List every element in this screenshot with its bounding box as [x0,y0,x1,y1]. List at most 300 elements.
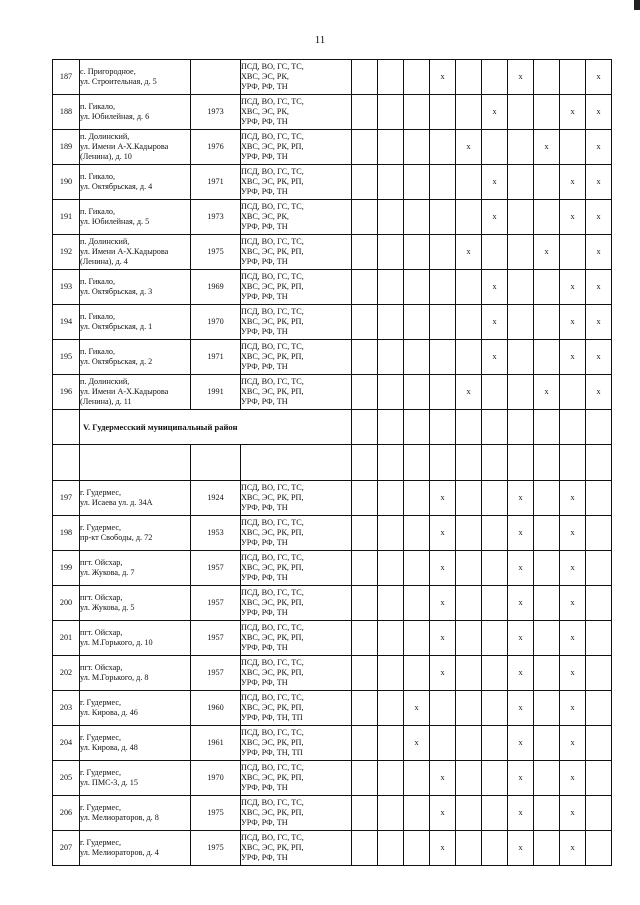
row-number: 195 [53,340,80,375]
period-mark-cell [508,340,534,375]
period-mark-cell [404,621,430,656]
table-row [53,481,612,516]
period-mark-cell [534,831,560,866]
period-mark-cell [456,656,482,691]
works-line: УРФ, РФ, ТН [241,573,288,582]
period-mark-cell: x [560,796,586,831]
period-mark-cell: x [534,235,560,270]
works-list-cell [241,200,352,235]
period-mark-cell [352,726,378,761]
period-mark-cell [508,235,534,270]
works-list-cell [241,831,352,866]
period-mark-cell [482,481,508,516]
works-line: УРФ, РФ, ТН [241,292,288,301]
period-mark-cell [586,761,612,796]
works-list-cell [241,305,352,340]
period-mark-cell [352,481,378,516]
table-row [53,130,612,165]
period-mark-cell: x [508,60,534,95]
works-line: ПСД, ВО, ГС, ТС, [241,202,304,211]
works-line: ПСД, ВО, ГС, ТС, [241,132,304,141]
period-mark-cell: x [482,95,508,130]
works-line: УРФ, РФ, ТН [241,783,288,792]
period-mark-cell [430,200,456,235]
period-mark-cell: x [586,130,612,165]
period-mark-cell: x [508,481,534,516]
period-mark-cell: x [586,165,612,200]
period-mark-cell [482,375,508,410]
period-mark-cell [534,165,560,200]
period-mark-cell [534,481,560,516]
period-mark-cell: x [560,691,586,726]
table-row [53,375,612,410]
period-mark-cell [352,165,378,200]
period-mark-cell [586,796,612,831]
address-line: ул. Юбилейная, д. 6 [80,112,150,121]
address-cell [80,130,191,165]
works-line: ПСД, ВО, ГС, ТС, [241,377,304,386]
period-mark-cell [352,586,378,621]
works-line: УРФ, РФ, ТН [241,608,288,617]
row-number: 202 [53,656,80,691]
works-list-cell [241,656,352,691]
period-mark-cell [586,516,612,551]
period-mark-cell [378,200,404,235]
address-cell [80,481,191,516]
period-mark-cell [482,516,508,551]
address-cell [80,831,191,866]
period-mark-cell [560,60,586,95]
works-line: УРФ, РФ, ТН [241,362,288,371]
build-year: 1991 [191,375,241,410]
period-mark-cell: x [560,761,586,796]
address-cell [80,726,191,761]
works-line: УРФ, РФ, ТН [241,327,288,336]
period-mark-cell [534,551,560,586]
period-mark-cell [508,270,534,305]
period-mark-cell: x [560,726,586,761]
district-rows-block-2 [53,481,612,866]
build-year: 1973 [191,200,241,235]
works-line: ХВС, ЭС, РК, РП, [241,282,304,291]
works-line: УРФ, РФ, ТН [241,503,288,512]
build-year: 1971 [191,340,241,375]
address-cell [80,691,191,726]
period-mark-cell: x [430,586,456,621]
build-year [191,60,241,95]
period-mark-cell [352,305,378,340]
section-empty-cell [53,410,80,445]
build-year: 1953 [191,516,241,551]
works-line: ПСД, ВО, ГС, ТС, [241,693,304,702]
period-mark-cell [404,516,430,551]
period-mark-cell: x [560,621,586,656]
works-line: ХВС, ЭС, РК, РП, [241,598,304,607]
period-mark-cell [378,270,404,305]
works-line: ХВС, ЭС, РК, РП, [241,493,304,502]
period-mark-cell [404,796,430,831]
period-mark-cell: x [560,165,586,200]
row-number: 191 [53,200,80,235]
works-line: ХВС, ЭС, РК, РП, [241,773,304,782]
period-mark-cell [352,340,378,375]
period-mark-cell [586,691,612,726]
period-mark-cell [456,691,482,726]
period-mark-cell [352,831,378,866]
period-mark-cell: x [508,586,534,621]
period-mark-cell: x [534,375,560,410]
scan-edge-mark [634,0,640,10]
section-title: V. Гудермесский муниципальный район [83,421,238,432]
works-line: ХВС, ЭС, РК, РП, [241,177,304,186]
period-mark-cell [404,305,430,340]
period-mark-cell [534,200,560,235]
district-rows-block-1 [53,60,612,410]
period-mark-cell [586,831,612,866]
works-line: УРФ, РФ, ТН [241,117,288,126]
period-mark-cell [456,200,482,235]
address-cell [80,516,191,551]
address-line: ул. Октябрьская, д. 4 [80,182,153,191]
address-cell [80,270,191,305]
works-line: ПСД, ВО, ГС, ТС, [241,483,304,492]
works-list-cell [241,551,352,586]
period-mark-cell [508,95,534,130]
period-mark-cell [404,95,430,130]
row-number: 197 [53,481,80,516]
address-cell [80,796,191,831]
row-number: 206 [53,796,80,831]
period-mark-cell [508,200,534,235]
section-row [53,410,612,445]
period-mark-cell: x [508,691,534,726]
period-mark-cell [534,656,560,691]
address-line: г. Гудермес, [80,838,121,847]
period-mark-cell [482,656,508,691]
period-mark-cell [430,270,456,305]
address-line: ул. Исаева ул. д. 34А [80,498,153,507]
table-row [53,656,612,691]
page-number: 11 [314,34,326,46]
address-line: ул. Октябрьская, д. 1 [80,322,153,331]
works-line: ХВС, ЭС, РК, РП, [241,843,304,852]
works-line: УРФ, РФ, ТН [241,152,288,161]
period-mark-cell: x [430,831,456,866]
table-row [53,305,612,340]
works-line: УРФ, РФ, ТН [241,643,288,652]
address-line: ул. Жукова, д. 7 [80,568,135,577]
address-line: г. Гудермес, [80,803,121,812]
period-mark-cell: x [560,516,586,551]
period-mark-cell [482,130,508,165]
period-mark-cell [404,375,430,410]
row-number: 187 [53,60,80,95]
works-line: ПСД, ВО, ГС, ТС, [241,307,304,316]
works-line: ПСД, ВО, ГС, ТС, [241,553,304,562]
period-mark-cell [378,305,404,340]
period-mark-cell [456,270,482,305]
period-mark-cell: x [430,516,456,551]
works-list-cell [241,130,352,165]
works-list-cell [241,621,352,656]
works-line: ПСД, ВО, ГС, ТС, [241,763,304,772]
period-mark-cell: x [586,200,612,235]
address-line: г. Гудермес, [80,523,121,532]
period-mark-cell [482,60,508,95]
works-line: УРФ, РФ, ТН [241,222,288,231]
works-line: ХВС, ЭС, РК, РП, [241,668,304,677]
address-line: ул. Октябрьская, д. 2 [80,357,153,366]
works-line: ПСД, ВО, ГС, ТС, [241,798,304,807]
period-mark-cell [378,235,404,270]
build-year: 1970 [191,761,241,796]
works-line: ПСД, ВО, ГС, ТС, [241,588,304,597]
address-line: п. Гикало, [80,312,116,321]
period-mark-cell: x [456,375,482,410]
works-list-cell [241,165,352,200]
row-number: 189 [53,130,80,165]
period-mark-cell [378,165,404,200]
works-line: УРФ, РФ, ТН [241,82,288,91]
period-mark-cell: x [508,656,534,691]
period-mark-cell: x [456,235,482,270]
table-row [53,60,612,95]
row-number: 190 [53,165,80,200]
works-line: ХВС, ЭС, РК, РП, [241,808,304,817]
address-cell [80,551,191,586]
address-line: г. Гудермес, [80,698,121,707]
works-line: ХВС, ЭС, РК, РП, [241,352,304,361]
address-line: ул. Мелиораторов, д. 4 [80,848,159,857]
period-mark-cell: x [586,340,612,375]
period-mark-cell: x [508,761,534,796]
period-mark-cell [456,831,482,866]
address-line: п. Гикало, [80,207,116,216]
build-year: 1975 [191,796,241,831]
works-list-cell [241,235,352,270]
period-mark-cell [378,551,404,586]
build-year: 1975 [191,831,241,866]
period-mark-cell [534,340,560,375]
period-mark-cell [352,235,378,270]
period-mark-cell [456,586,482,621]
period-mark-cell: x [508,551,534,586]
address-cell [80,235,191,270]
table-row [53,726,612,761]
period-mark-cell: x [430,621,456,656]
period-mark-cell [456,95,482,130]
period-mark-cell [378,621,404,656]
table-row [53,200,612,235]
period-mark-cell [456,481,482,516]
table-row [53,586,612,621]
address-line: пгт. Ойсхар, [80,558,123,567]
works-line: ХВС, ЭС, РК, РП, [241,387,304,396]
works-list-cell [241,796,352,831]
works-list-cell [241,270,352,305]
address-line: п. Гикало, [80,102,116,111]
period-mark-cell: x [586,235,612,270]
works-line: ХВС, ЭС, РК, РП, [241,703,304,712]
address-line: п. Гикало, [80,172,116,181]
address-line: п. Гикало, [80,277,116,286]
address-line: ул. Юбилейная, д. 5 [80,217,150,226]
period-mark-cell [378,130,404,165]
period-mark-cell [534,516,560,551]
period-mark-cell [378,586,404,621]
period-mark-cell [404,130,430,165]
build-year: 1975 [191,235,241,270]
period-mark-cell [378,340,404,375]
address-line: ул. Имени А-Х.Кадырова [80,247,169,256]
period-mark-cell: x [508,516,534,551]
period-mark-cell: x [560,95,586,130]
period-mark-cell: x [508,796,534,831]
period-mark-cell [404,200,430,235]
period-mark-cell [378,726,404,761]
period-mark-cell [508,375,534,410]
period-mark-cell: x [560,270,586,305]
period-mark-cell [456,621,482,656]
period-mark-cell [482,831,508,866]
works-line: ХВС, ЭС, РК, РП, [241,142,304,151]
period-mark-cell [482,586,508,621]
period-mark-cell [352,130,378,165]
build-year: 1957 [191,551,241,586]
period-mark-cell [534,796,560,831]
address-line: г. Гудермес, [80,733,121,742]
period-mark-cell: x [482,270,508,305]
period-mark-cell [508,165,534,200]
row-number: 194 [53,305,80,340]
period-mark-cell [378,691,404,726]
address-line: ул. Строительная, д. 5 [80,77,157,86]
works-list-cell [241,481,352,516]
address-cell [80,340,191,375]
table-row [53,551,612,586]
address-cell [80,375,191,410]
address-cell [80,586,191,621]
period-mark-cell [482,551,508,586]
period-mark-cell [378,656,404,691]
period-mark-cell [378,375,404,410]
table-row [53,691,612,726]
period-mark-cell: x [560,200,586,235]
period-mark-cell: x [560,340,586,375]
works-line: УРФ, РФ, ТН [241,853,288,862]
works-line: ПСД, ВО, ГС, ТС, [241,97,304,106]
row-number: 205 [53,761,80,796]
works-line: ХВС, ЭС, РК, РП, [241,738,304,747]
works-line: ХВС, ЭС, РК, РП, [241,247,304,256]
period-mark-cell [560,375,586,410]
period-mark-cell [352,621,378,656]
works-line: ПСД, ВО, ГС, ТС, [241,62,304,71]
table-row [53,95,612,130]
period-mark-cell [378,95,404,130]
period-mark-cell [352,95,378,130]
build-year: 1976 [191,130,241,165]
works-list-cell [241,516,352,551]
table-row [53,831,612,866]
period-mark-cell: x [482,200,508,235]
table-row [53,270,612,305]
period-mark-cell: x [586,305,612,340]
address-line: ул. Жукова, д. 5 [80,603,135,612]
row-number: 188 [53,95,80,130]
period-mark-cell [456,796,482,831]
address-cell [80,165,191,200]
period-mark-cell: x [430,481,456,516]
period-mark-cell [352,656,378,691]
works-list-cell [241,340,352,375]
period-mark-cell: x [430,761,456,796]
row-number: 198 [53,516,80,551]
period-mark-cell: x [482,165,508,200]
period-mark-cell [404,656,430,691]
row-number: 207 [53,831,80,866]
period-mark-cell [482,726,508,761]
period-mark-cell [456,60,482,95]
row-number: 203 [53,691,80,726]
period-mark-cell [482,621,508,656]
build-year: 1960 [191,691,241,726]
works-line: ПСД, ВО, ГС, ТС, [241,658,304,667]
period-mark-cell [352,796,378,831]
section-title-cell [80,410,352,445]
period-mark-cell [404,551,430,586]
period-mark-cell: x [508,831,534,866]
table-row [53,761,612,796]
works-line: ПСД, ВО, ГС, ТС, [241,342,304,351]
period-mark-cell [352,516,378,551]
period-mark-cell [404,235,430,270]
period-mark-cell [378,481,404,516]
period-mark-cell [586,586,612,621]
works-list-cell [241,726,352,761]
row-number: 193 [53,270,80,305]
period-mark-cell [534,270,560,305]
period-mark-cell: x [456,130,482,165]
period-mark-cell: x [508,621,534,656]
period-mark-cell [378,831,404,866]
period-mark-cell [430,726,456,761]
build-year: 1957 [191,656,241,691]
period-mark-cell [534,586,560,621]
works-line: УРФ, РФ, ТН [241,257,288,266]
period-mark-cell [456,551,482,586]
works-line: УРФ, РФ, ТН, ТП [241,713,303,722]
period-mark-cell: x [560,586,586,621]
works-line: ХВС, ЭС, РК, РП, [241,563,304,572]
period-mark-cell [430,340,456,375]
works-line: УРФ, РФ, ТН [241,187,288,196]
works-list-cell [241,761,352,796]
address-cell [80,761,191,796]
address-cell [80,621,191,656]
period-mark-cell [352,270,378,305]
period-mark-cell [482,235,508,270]
period-mark-cell [404,165,430,200]
period-mark-cell: x [586,60,612,95]
works-line: УРФ, РФ, ТН [241,678,288,687]
period-mark-cell [378,796,404,831]
section-spacer-row [53,445,612,481]
period-mark-cell: x [534,130,560,165]
address-line: пгт. Ойсхар, [80,628,123,637]
period-mark-cell [352,60,378,95]
period-mark-cell [456,516,482,551]
